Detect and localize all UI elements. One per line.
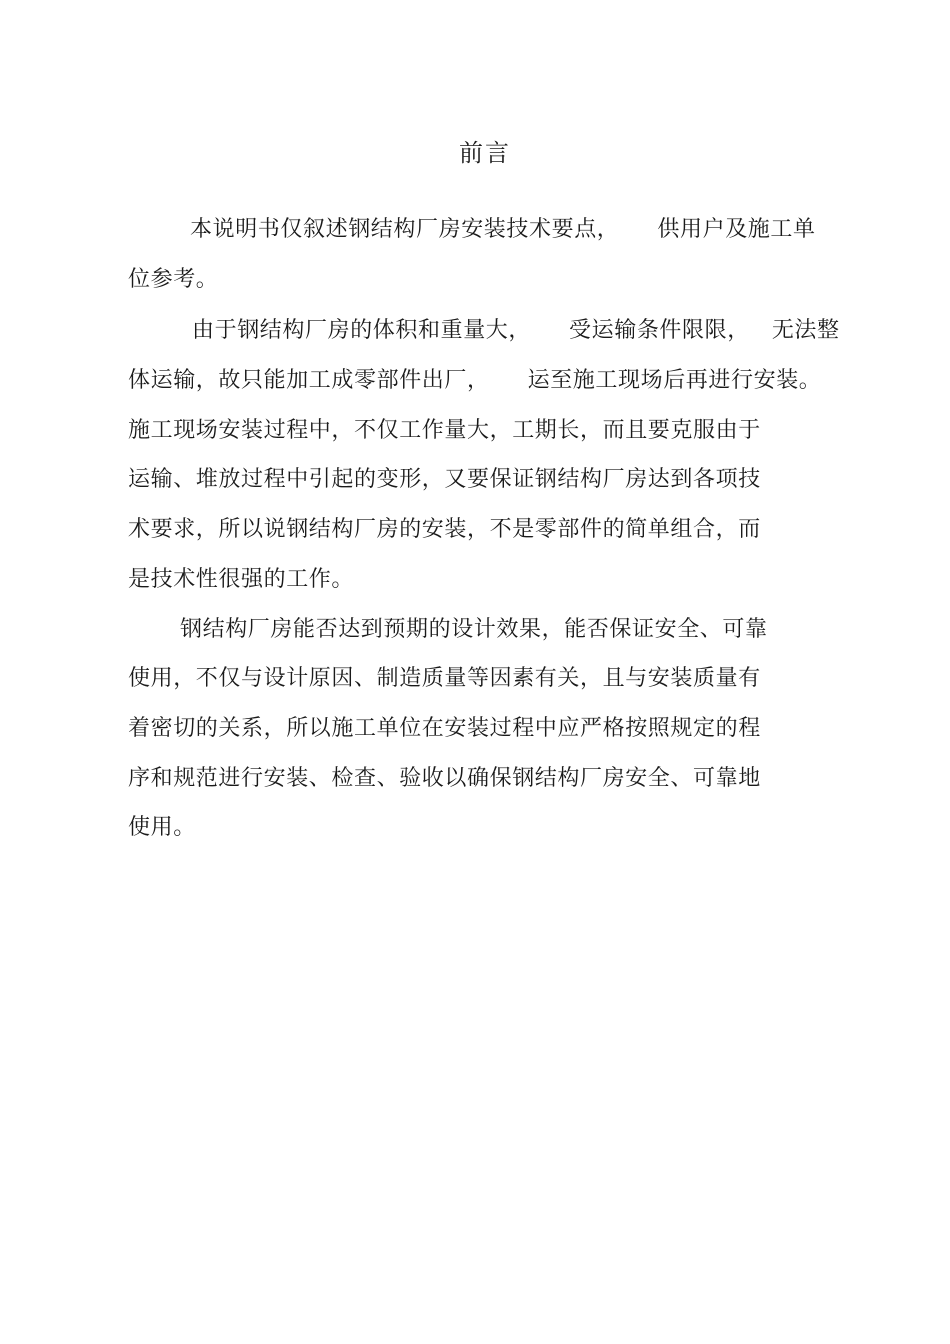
paragraph-1-line-2 <box>128 264 218 296</box>
text-segment: 序和规范进行安装、检查、验收以确保钢结构厂房安全、可靠地 <box>128 766 761 791</box>
paragraph-3-line-3 <box>128 713 761 745</box>
text-segment: 无法整 <box>771 318 840 343</box>
paragraph-2-line-6 <box>128 564 354 596</box>
paragraph-1-line-1 <box>190 214 816 246</box>
text-segment: 供用户及施工单 <box>657 217 816 242</box>
text-segment: 是技术性很强的工作。 <box>128 567 355 592</box>
paragraph-2-line-2 <box>128 365 821 397</box>
paragraph-3-line-1 <box>180 614 768 646</box>
text-segment: 位参考。 <box>128 267 219 292</box>
text-segment: 体运输，故只能加工成零部件出厂， <box>128 368 490 393</box>
paragraph-2-line-1 <box>192 315 840 347</box>
text-segment: 钢结构厂房能否达到预期的设计效果，能否保证安全、可靠 <box>180 617 768 642</box>
text-segment: 着密切的关系，所以施工单位在安装过程中应严格按照规定的程 <box>128 716 761 741</box>
text-segment: 运至施工现场后再进行安装。 <box>527 368 822 393</box>
text-segment: 受运输条件限限， <box>569 318 750 343</box>
text-segment: 由于钢结构厂房的体积和重量大， <box>192 318 532 343</box>
page-title: 前言 <box>459 139 511 167</box>
text-segment: 施工现场安装过程中，不仅工作量大，工期长，而且要克服由于 <box>128 418 761 443</box>
text-segment: 使用，不仅与设计原因、制造质量等因素有关，且与安装质量有 <box>128 666 761 691</box>
text-segment: 本说明书仅叙述钢结构厂房安装技术要点， <box>190 217 620 242</box>
paragraph-3-line-2 <box>128 663 761 695</box>
paragraph-2-line-4 <box>128 464 761 496</box>
paragraph-3-line-5 <box>128 812 196 844</box>
text-segment: 术要求，所以说钢结构厂房的安装，不是零部件的简单组合，而 <box>128 517 761 542</box>
paragraph-3-line-4 <box>128 763 761 795</box>
text-segment: 运输、堆放过程中引起的变形，又要保证钢结构厂房达到各项技 <box>128 467 761 492</box>
paragraph-2-line-3 <box>128 415 761 447</box>
text-segment: 使用。 <box>128 815 196 840</box>
paragraph-2-line-5 <box>128 514 761 546</box>
